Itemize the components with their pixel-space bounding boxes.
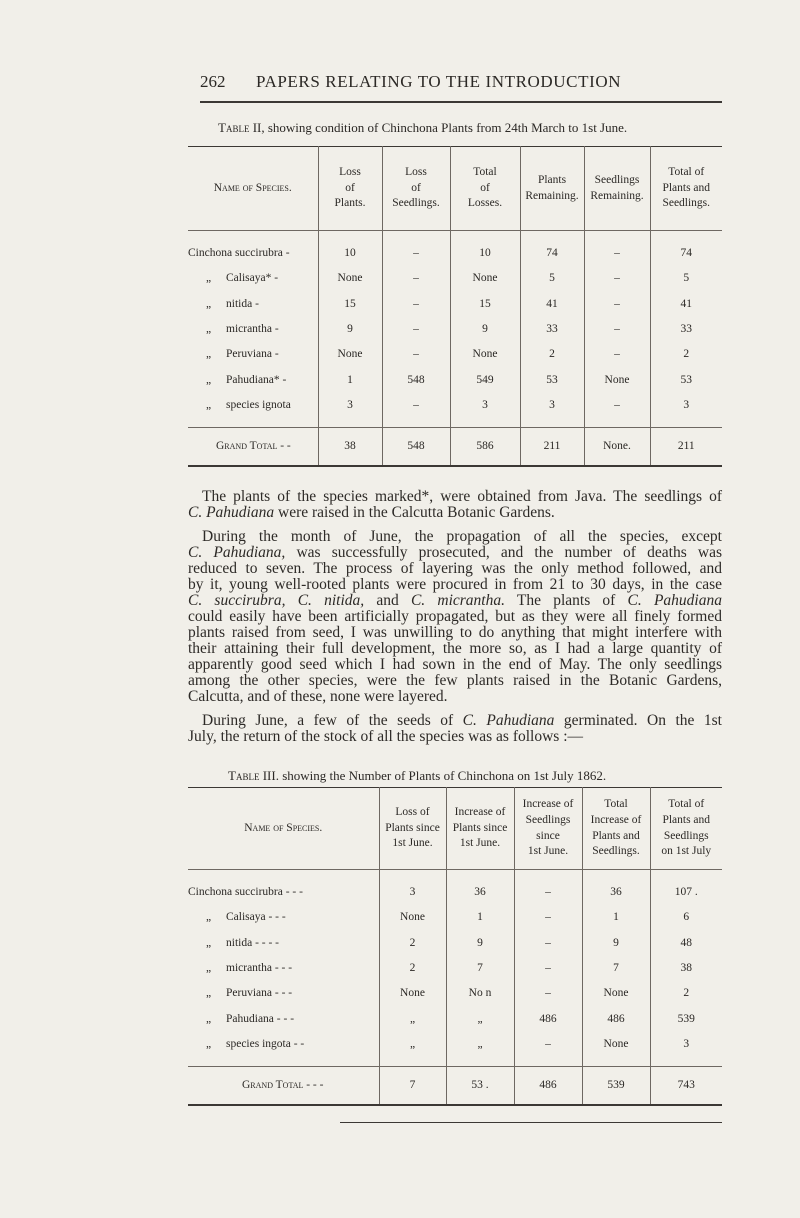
table2-cell: 15 xyxy=(318,291,382,316)
table3-col-header-line: 1st June. xyxy=(459,837,501,850)
table2-col-header-5 xyxy=(584,147,650,231)
table2-cell: 41 xyxy=(650,291,722,316)
table2-col-header-line: of xyxy=(411,181,421,194)
table3-cell: – xyxy=(514,981,582,1006)
p1-line xyxy=(188,489,722,505)
table2-species-name xyxy=(188,316,318,341)
table3-spacer-cell xyxy=(514,870,582,880)
table2-spacer-cell xyxy=(650,418,722,428)
table3-species-label: nitida - - - - xyxy=(226,936,280,949)
table2-cell: 53 xyxy=(650,367,722,392)
table3-species-label: Peruviana - - - xyxy=(226,987,293,1000)
table3-col-header-line: Seedlings. xyxy=(592,845,640,858)
p2-text-segment xyxy=(285,592,297,609)
table3-cell: – xyxy=(514,955,582,980)
p2-line xyxy=(188,609,722,625)
table2-cell: None xyxy=(318,266,382,291)
table2-row xyxy=(188,241,722,266)
table3-species-name xyxy=(188,1031,379,1056)
table3-row xyxy=(188,930,722,955)
table2-row xyxy=(188,392,722,417)
table3-cell: 6 xyxy=(650,905,722,930)
table3-col-header-line: Seedlings xyxy=(663,829,709,842)
table2-col-header-line: Loss xyxy=(339,166,361,179)
table2-col-header-6 xyxy=(650,147,722,231)
p3-text-segment: C. Pahudiana xyxy=(462,712,555,729)
table2-col-header-line: Seedlings. xyxy=(392,197,440,210)
table2-species-label: Peruviana - xyxy=(226,348,279,361)
table3-cell: 36 xyxy=(446,880,514,905)
table3-caption-text: III. showing the Number of Plants of Chinchona on 1st July 1862. xyxy=(259,768,607,783)
table2-cell: – xyxy=(584,316,650,341)
table2-col-header-line: of xyxy=(480,181,490,194)
table3-col-header-line: Plants and xyxy=(662,813,711,826)
p1-text-segment: The plants of the species marked*, were obtained from Java. The seedlings of xyxy=(202,488,722,505)
table2-cell: 3 xyxy=(450,392,520,417)
table3-header-row xyxy=(188,788,722,870)
table3-row xyxy=(188,981,722,1006)
table2-species-label: Pahudiana* - xyxy=(226,373,287,386)
p2-text-segment: was successfully prosecuted, and the number of deaths was xyxy=(285,544,722,561)
table2-spacer-cell xyxy=(318,231,382,241)
table3-cell: 1 xyxy=(446,905,514,930)
table3-col-header-line: Name of Species. xyxy=(244,821,323,834)
table3-cell: 107 . xyxy=(650,880,722,905)
paragraph-june-propagation xyxy=(188,529,722,705)
table3-species-name xyxy=(188,981,379,1006)
table2-ditto-mark: „ xyxy=(206,398,212,411)
p3-line xyxy=(188,729,722,745)
table2-cell: – xyxy=(584,241,650,266)
p2-text-segment: C. Pahudiana xyxy=(627,592,722,609)
table2-cell: 2 xyxy=(520,342,584,367)
paragraph-july-return xyxy=(188,713,722,745)
table3-grand-total-label: Grand Total - - - xyxy=(242,1079,324,1092)
table2-ditto-mark: „ xyxy=(206,323,212,336)
table2-cell: 3 xyxy=(520,392,584,417)
table2-cell: 549 xyxy=(450,367,520,392)
p3-line xyxy=(188,713,722,729)
table2-cell: None xyxy=(318,342,382,367)
table2-cell: 5 xyxy=(520,266,584,291)
p1-line xyxy=(188,505,722,521)
table3-col-header-5 xyxy=(650,788,722,870)
table3-col-header-3 xyxy=(514,788,582,870)
table2-spacer-cell xyxy=(382,231,450,241)
p2-line xyxy=(188,545,722,561)
table3-col-header-line: Increase of xyxy=(454,806,506,819)
table3-cell: 7 xyxy=(582,955,650,980)
table2-col-header-line: Total xyxy=(473,166,497,179)
table3-col-header-line: Plants and xyxy=(592,829,640,842)
table3-spacer-cell xyxy=(446,870,514,880)
table3-cell: 2 xyxy=(379,955,446,980)
table2-spacer-cell xyxy=(584,418,650,428)
table3-species-name xyxy=(188,930,379,955)
table3-cell: 3 xyxy=(379,880,446,905)
p1-text-segment: C. Pahudiana xyxy=(188,504,275,521)
table2-col-header-line: Plants and xyxy=(662,181,711,194)
p2-text-segment: by it, young well-rooted plants were procured in from 21 to 30 days, in the case xyxy=(188,576,722,593)
table3-row xyxy=(188,1006,722,1031)
table3-cell: None xyxy=(379,981,446,1006)
table2-cell: – xyxy=(584,266,650,291)
table3-spacer-cell xyxy=(379,1057,446,1067)
table2-cell: 9 xyxy=(318,316,382,341)
table3-cell: 36 xyxy=(582,880,650,905)
table3-spacer-cell xyxy=(446,1057,514,1067)
table2-spacer-cell xyxy=(382,418,450,428)
p1-text-segment: were raised in the Calcutta Botanic Gardens. xyxy=(274,504,555,521)
table3-spacer-cell xyxy=(582,1057,650,1067)
table3-grand-total-cell: 743 xyxy=(650,1067,722,1105)
table2-row xyxy=(188,342,722,367)
table2-ditto-mark: „ xyxy=(206,348,212,361)
table2-species-name xyxy=(188,367,318,392)
table3-col-header-line: 1st June. xyxy=(392,837,433,850)
p2-text-segment: among the other species, were the few plants raised in the Botanic Gardens, xyxy=(188,672,722,689)
table2-cell: 74 xyxy=(650,241,722,266)
table2-cell: – xyxy=(382,266,450,291)
table2-cell: None xyxy=(450,266,520,291)
table3-cell: 7 xyxy=(446,955,514,980)
table3-col-header-line: on 1st July xyxy=(661,845,712,858)
table2-spacer-cell xyxy=(450,231,520,241)
table3-ditto-mark: „ xyxy=(206,911,212,924)
table3-cell: None xyxy=(582,981,650,1006)
table2-cell: 15 xyxy=(450,291,520,316)
table3-row xyxy=(188,955,722,980)
table2-species-name xyxy=(188,291,318,316)
table3-species-name xyxy=(188,880,379,905)
table2-species-label: Calisaya* - xyxy=(226,272,279,285)
table2-cell: – xyxy=(584,392,650,417)
table2-cell: 548 xyxy=(382,367,450,392)
table2-spacer-cell xyxy=(318,418,382,428)
table2-cell: 9 xyxy=(450,316,520,341)
table2-caption-prefix: Table xyxy=(218,120,250,135)
table2-cell: 10 xyxy=(450,241,520,266)
table3-cell: 9 xyxy=(582,930,650,955)
table3-col-header-line: 1st June. xyxy=(527,845,569,858)
table2-condition-of-plants xyxy=(188,146,722,467)
table2-col-header-line: Losses. xyxy=(467,197,503,210)
table2-species-label: species ignota xyxy=(226,398,291,411)
table2-species-name xyxy=(188,342,318,367)
table2-cell: 5 xyxy=(650,266,722,291)
table2-species-name xyxy=(188,392,318,417)
table3-spacer-cell xyxy=(188,1057,379,1067)
table3-cell: None xyxy=(379,905,446,930)
running-head xyxy=(200,72,720,96)
table3-cell: None xyxy=(582,1031,650,1056)
table3-col-header-line: Total xyxy=(604,798,628,811)
table2-grand-total-cell: 548 xyxy=(382,428,450,466)
table2-grand-total-cell: 211 xyxy=(520,428,584,466)
p3-text-segment: July, the return of the stock of all the species was as follows :— xyxy=(188,728,584,745)
p2-line xyxy=(188,625,722,641)
table3-cell: – xyxy=(514,1031,582,1056)
table2-grand-total-cell: 38 xyxy=(318,428,382,466)
table2-cell: 3 xyxy=(318,392,382,417)
table2-col-header-2 xyxy=(382,147,450,231)
table2-species-label: micrantha - xyxy=(226,323,279,336)
table2-spacer-row xyxy=(188,231,722,241)
p2-text-segment: C. nitida, xyxy=(297,592,365,609)
table2-cell: – xyxy=(382,241,450,266)
table2-row xyxy=(188,316,722,341)
table2-col-header-line: Remaining. xyxy=(525,189,579,202)
table3-caption-prefix: Table xyxy=(228,768,260,783)
table2-cell: 53 xyxy=(520,367,584,392)
table3-number-of-plants xyxy=(188,787,722,1106)
table2-col-header-line: of xyxy=(345,181,355,194)
table3-cell: – xyxy=(514,880,582,905)
table2-cell: 1 xyxy=(318,367,382,392)
table3-cell: 2 xyxy=(379,930,446,955)
table2-col-header-line: Remaining. xyxy=(590,189,644,202)
table2-cell: – xyxy=(382,342,450,367)
p2-text-segment: Calcutta, and of these, none were layered. xyxy=(188,688,448,705)
table3-cell: „ xyxy=(446,1006,514,1031)
table2-ditto-mark: „ xyxy=(206,297,212,310)
table3-ditto-mark: „ xyxy=(206,962,212,975)
table2-cell: – xyxy=(584,291,650,316)
table3-species-name xyxy=(188,955,379,980)
table3-cell: 38 xyxy=(650,955,722,980)
table2-spacer-cell xyxy=(188,418,318,428)
p2-text-segment: The plants of xyxy=(504,592,628,609)
p2-line xyxy=(188,577,722,593)
table2-col-header-line: Name of Species. xyxy=(213,181,292,194)
p2-text-segment: During the month of June, the propagation of all the species, except xyxy=(202,528,722,545)
table3-col-header-1 xyxy=(379,788,446,870)
p2-text-segment: and xyxy=(364,592,411,609)
table2-col-header-line: Loss xyxy=(405,166,427,179)
p3-text-segment: During June, a few of the seeds of xyxy=(202,712,463,729)
table3-spacer-cell xyxy=(650,870,722,880)
table2-col-header-line: Seedlings xyxy=(594,173,640,186)
p2-text-segment: C. micrantha. xyxy=(410,592,505,609)
table2-spacer-cell xyxy=(650,231,722,241)
p2-line xyxy=(188,657,722,673)
table2-caption-text: II, showing condition of Chinchona Plants from 24th March to 1st June. xyxy=(249,120,628,135)
table2-species-label: Cinchona succirubra - xyxy=(188,247,290,260)
table2-species-name xyxy=(188,241,318,266)
table3-grand-total-row xyxy=(188,1067,722,1105)
table3-row xyxy=(188,880,722,905)
table3-spacer-cell xyxy=(582,870,650,880)
header-rule xyxy=(200,101,722,103)
table2-spacer-cell xyxy=(584,231,650,241)
table2-caption xyxy=(218,120,627,136)
table3-cell: – xyxy=(514,930,582,955)
table3-body xyxy=(188,870,722,1105)
table3-species-label: micrantha - - - xyxy=(226,962,293,975)
table3-cell: – xyxy=(514,905,582,930)
table2-row xyxy=(188,367,722,392)
table2-grand-total-cell: None. xyxy=(584,428,650,466)
p2-line xyxy=(188,593,722,609)
table3-caption xyxy=(228,768,606,784)
table2-cell: 33 xyxy=(650,316,722,341)
p2-text-segment: apparently good seed which I had sown in the end of May. The only seedlings xyxy=(188,656,722,673)
table2-col-header-3 xyxy=(450,147,520,231)
table3-ditto-mark: „ xyxy=(206,987,212,1000)
table2-header-row xyxy=(188,147,722,231)
table2-species-label: nitida - xyxy=(226,297,259,310)
table2-col-header-line: Seedlings. xyxy=(662,197,711,210)
table2-cell: 3 xyxy=(650,392,722,417)
table2-col-header-4 xyxy=(520,147,584,231)
table2-row xyxy=(188,291,722,316)
table3-species-name xyxy=(188,1006,379,1031)
table3-species-label: Pahudiana - - - xyxy=(226,1012,295,1025)
table3-species-name xyxy=(188,905,379,930)
table3-spacer-row xyxy=(188,1057,722,1067)
table2-species-name xyxy=(188,266,318,291)
p2-text-segment: C. Pahudiana, xyxy=(188,544,286,561)
p2-line xyxy=(188,673,722,689)
p2-line xyxy=(188,561,722,577)
running-title: PAPERS RELATING TO THE INTRODUCTION xyxy=(256,72,622,91)
table3-grand-total-cell: 53 . xyxy=(446,1067,514,1105)
p2-line xyxy=(188,641,722,657)
p2-line xyxy=(188,689,722,705)
table2-cell: 74 xyxy=(520,241,584,266)
table2-grand-total-cell: 586 xyxy=(450,428,520,466)
table3-species-label: Cinchona succirubra - - - xyxy=(188,886,303,899)
table3-cell: 486 xyxy=(514,1006,582,1031)
table3-cell: 3 xyxy=(650,1031,722,1056)
p3-text-segment: germinated. On the 1st xyxy=(554,712,722,729)
table3-spacer-cell xyxy=(379,870,446,880)
table3-cell: 486 xyxy=(582,1006,650,1031)
table3-col-header-line: Increase of xyxy=(590,813,642,826)
table3-spacer-cell xyxy=(514,1057,582,1067)
table2-cell: – xyxy=(382,392,450,417)
table2-cell: None xyxy=(450,342,520,367)
table3-cell: 9 xyxy=(446,930,514,955)
table3-cell: No n xyxy=(446,981,514,1006)
table3-grand-total-cell: 7 xyxy=(379,1067,446,1105)
table2-col-header-line: Total of xyxy=(668,166,705,179)
table3-species-label: species ingota - - xyxy=(226,1037,305,1050)
table2-cell: 41 xyxy=(520,291,584,316)
table2-cell: – xyxy=(584,342,650,367)
p2-text-segment: could easily have been artificially propagated, but as they were all finely formed xyxy=(188,608,722,625)
page-number: 262 xyxy=(200,72,226,91)
table3-species-label: Calisaya - - - xyxy=(226,911,286,924)
table2-spacer-cell xyxy=(520,418,584,428)
table2-body xyxy=(188,231,722,466)
table2-spacer-cell xyxy=(520,231,584,241)
table3-row xyxy=(188,1031,722,1056)
table2-col-header-line: Plants xyxy=(537,173,567,186)
table2-cell: – xyxy=(382,316,450,341)
paragraph-java-note xyxy=(188,489,722,521)
table3-ditto-mark: „ xyxy=(206,1012,212,1025)
p2-line xyxy=(188,529,722,545)
table2-col-header-0 xyxy=(188,147,318,231)
table3-spacer-cell xyxy=(650,1057,722,1067)
table3-ditto-mark: „ xyxy=(206,936,212,949)
table2-ditto-mark: „ xyxy=(206,272,212,285)
table2-spacer-cell xyxy=(450,418,520,428)
table2-col-header-line: Plants. xyxy=(334,197,366,210)
table3-cell: „ xyxy=(379,1031,446,1056)
table3-cell: 539 xyxy=(650,1006,722,1031)
table2-cell: 10 xyxy=(318,241,382,266)
table3-grand-total-cell: 486 xyxy=(514,1067,582,1105)
table2-grand-total-cell: 211 xyxy=(650,428,722,466)
table3-ditto-mark: „ xyxy=(206,1037,212,1050)
table2-cell: 2 xyxy=(650,342,722,367)
table3-spacer-cell xyxy=(188,870,379,880)
table2-grand-total-label: Grand Total - - xyxy=(216,440,291,453)
table3-col-header-line: Seedlings xyxy=(525,813,571,826)
table3-col-header-line: since xyxy=(536,829,560,842)
table3-grand-total-cell: 539 xyxy=(582,1067,650,1105)
table3-col-header-line: Plants since xyxy=(452,821,508,834)
table2-spacer-cell xyxy=(188,231,318,241)
p2-text-segment: reduced to seven. The process of layering was the only method followed, and xyxy=(188,560,722,577)
table2-spacer-row xyxy=(188,418,722,428)
table3-col-header-line: Increase of xyxy=(522,798,574,811)
table3-col-header-4 xyxy=(582,788,650,870)
table3-col-header-line: Loss of xyxy=(395,806,430,819)
table2-row xyxy=(188,266,722,291)
table3-col-header-2 xyxy=(446,788,514,870)
table3-cell: 1 xyxy=(582,905,650,930)
table2-cell: – xyxy=(382,291,450,316)
p2-text-segment: C. succirubra, xyxy=(188,592,286,609)
p2-text-segment: their attaining their full development, the more so, as I had a large quantity of xyxy=(188,640,722,657)
table3-col-header-0 xyxy=(188,788,379,870)
p2-text-segment: plants raised from seed, I was unwilling to do anything that might interfere with xyxy=(188,624,722,641)
table2-cell: 33 xyxy=(520,316,584,341)
table2-grand-total-row xyxy=(188,428,722,466)
table3-cell: 48 xyxy=(650,930,722,955)
table3-cell: „ xyxy=(379,1006,446,1031)
closing-rule xyxy=(340,1122,722,1123)
table2-col-header-1 xyxy=(318,147,382,231)
table3-cell: „ xyxy=(446,1031,514,1056)
table3-spacer-row xyxy=(188,870,722,880)
table3-col-header-line: Plants since xyxy=(385,821,440,834)
table3-row xyxy=(188,905,722,930)
table2-cell: None xyxy=(584,367,650,392)
table3-col-header-line: Total of xyxy=(668,798,705,811)
table3-cell: 2 xyxy=(650,981,722,1006)
table2-ditto-mark: „ xyxy=(206,373,212,386)
